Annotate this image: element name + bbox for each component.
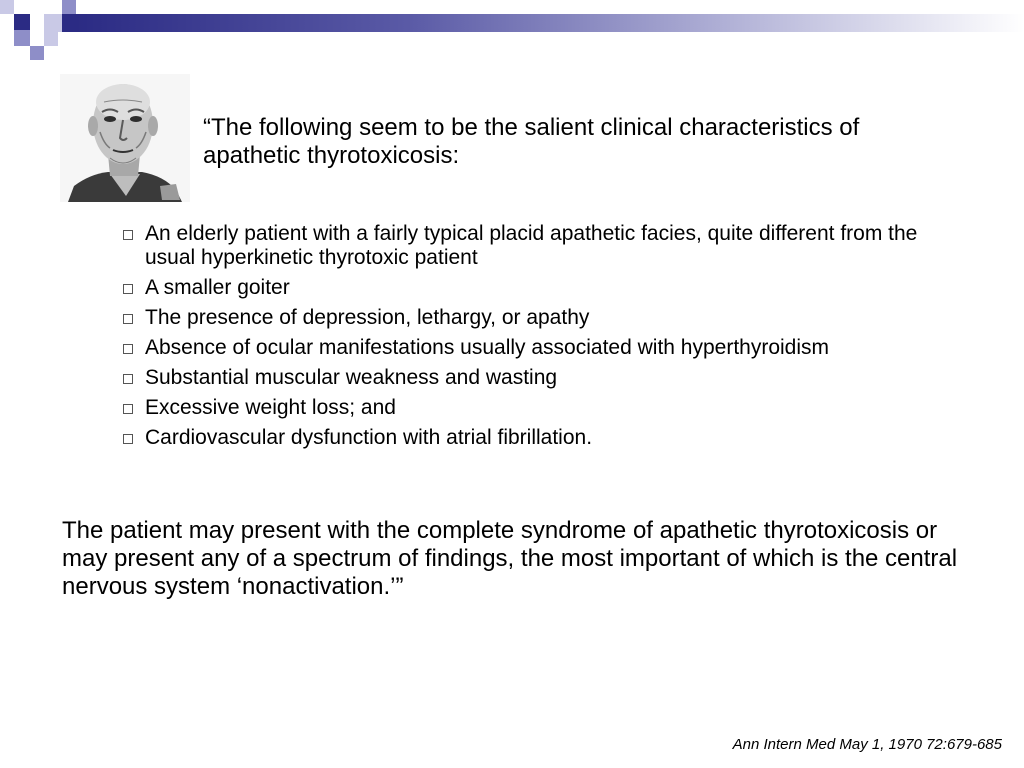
hollow-square-bullet-icon [123, 374, 133, 384]
header-square-decoration [14, 30, 30, 46]
list-item [120, 306, 920, 330]
header-square-decoration [62, 14, 76, 32]
hollow-square-bullet-icon [123, 404, 133, 414]
list-item [120, 276, 920, 300]
list-item [120, 396, 920, 420]
list-item [120, 366, 920, 390]
header-square-decoration [30, 46, 44, 60]
hollow-square-bullet-icon [123, 314, 133, 324]
list-item [120, 426, 920, 450]
elderly-patient-portrait [60, 74, 190, 202]
list-item-text: Absence of ocular manifestations usually associated with hyperthyroidism [145, 336, 830, 359]
list-item [120, 222, 920, 270]
list-item-text: Cardiovascular dysfunction with atrial fibrillation. [145, 426, 593, 449]
header-square-decoration [14, 14, 30, 30]
header-square-decoration [62, 0, 76, 14]
summary-paragraph: The patient may present with the complete syndrome of apathetic thyrotoxicosis or may present any of a spectrum of findings, the most important of which is the central nervous system ‘nonactivation.’” [62, 517, 958, 600]
list-item-text: Excessive weight loss; and [145, 396, 396, 419]
header-square-decoration [0, 0, 14, 14]
quote-heading: “The following seem to be the salient clinical characteristics of apathetic thyrotoxicosis: [203, 114, 860, 169]
header-square-decoration [44, 14, 62, 32]
header-square-decoration [44, 32, 58, 46]
list-item-text: An elderly patient with a fairly typical placid apathetic facies, quite different from the usual hyperkinetic thyrotoxic patient [145, 222, 918, 269]
hollow-square-bullet-icon [123, 344, 133, 354]
list-item [120, 336, 920, 360]
list-item-text: A smaller goiter [145, 276, 290, 299]
header-gradient-bar [76, 14, 1024, 32]
hollow-square-bullet-icon [123, 230, 133, 240]
characteristics-list [120, 222, 920, 456]
hollow-square-bullet-icon [123, 284, 133, 294]
list-item-text: Substantial muscular weakness and wasting [145, 366, 558, 389]
list-item-text: The presence of depression, lethargy, or apathy [145, 306, 590, 329]
citation: Ann Intern Med May 1, 1970 72:679-685 [732, 736, 1002, 753]
hollow-square-bullet-icon [123, 434, 133, 444]
